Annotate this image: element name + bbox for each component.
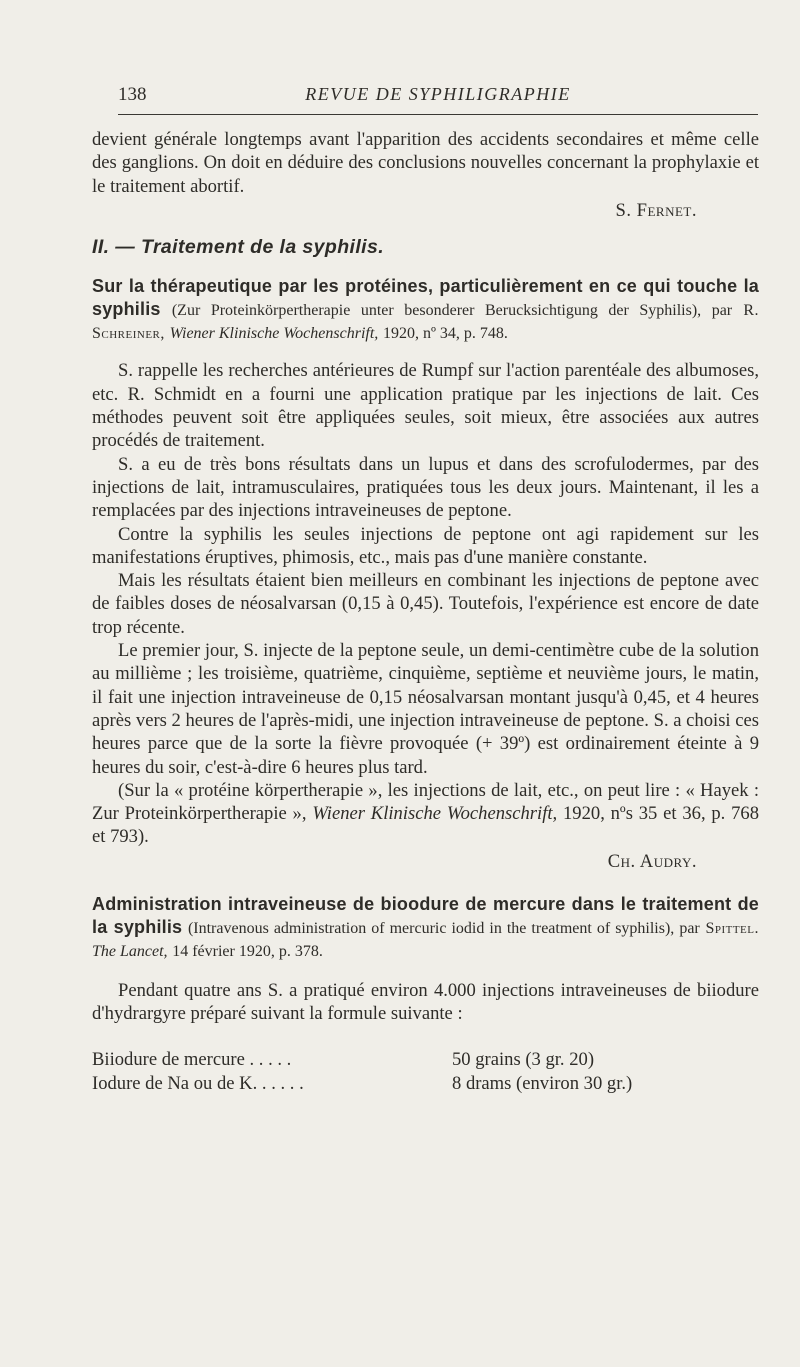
intro-signature: S. Fernet. bbox=[615, 199, 697, 221]
article1-last-plain: (Sur la « protéine körpertherapie », les injections de lait, etc., on peut lire : « Hayek : Zur Proteinkörpertherapie », bbox=[92, 779, 759, 825]
article2-ref-journal: The Lancet, bbox=[92, 943, 168, 961]
article1-signature: Ch. Audry. bbox=[607, 850, 697, 872]
running-header bbox=[118, 84, 758, 115]
formula-ingredient: Iodure de Na ou de K. bbox=[92, 1072, 258, 1094]
article2-title: Administration intraveineuse de bioodure de mercure dans le traitement de la syphilis bbox=[92, 894, 759, 938]
article1-ref-original: (Zur Proteinkörpertherapie unter besonderer Berucksichtigung der Syphilis), par bbox=[171, 302, 733, 320]
formula-quantity: 8 drams (environ 30 gr.) bbox=[452, 1072, 633, 1094]
article1-paragraph: Mais les résultats étaient bien meilleurs en combinant les injections de peptone avec de faibles doses de néosalvarsan (0,15 à 0,45). Toutefois, l'expérience est encore de date trop récente. bbox=[92, 570, 759, 638]
article1-last-journal: Wiener Klinische Wochenschrift, bbox=[312, 803, 558, 825]
article2-paragraph: Pendant quatre ans S. a pratiqué environ 4.000 injections intraveineuses de biiodure d'hydrargyre préparé suivant la formule suivante : bbox=[92, 980, 759, 1025]
article1-ref-details: 1920, nº 34, p. 748. bbox=[382, 325, 508, 343]
article2-ref-author: Spittel. bbox=[705, 920, 759, 938]
article2-ref-details: 14 février 1920, p. 378. bbox=[172, 943, 323, 961]
formula-leader: . . . . . bbox=[249, 1048, 292, 1070]
article1-last-paragraph bbox=[92, 779, 759, 849]
article1-heading bbox=[92, 275, 759, 345]
page-body bbox=[92, 128, 759, 1096]
article1-ref-journal: Wiener Klinische Wochenschrift, bbox=[169, 325, 379, 343]
formula-row bbox=[92, 1072, 632, 1096]
section-heading: II. — Traitement de la syphilis. bbox=[92, 236, 385, 259]
formula-ingredient: Biiodure de mercure bbox=[92, 1048, 245, 1070]
article2-heading bbox=[92, 893, 759, 963]
article1-title: Sur la thérapeutique par les protéines, particulièrement en ce qui touche la syphilis bbox=[92, 276, 759, 320]
journal-title: REVUE DE SYPHILIGRAPHIE bbox=[305, 84, 571, 104]
article1-paragraph: S. rappelle les recherches antérieures de Rumpf sur l'action parentéale des albumoses, etc. R. Schmidt en a fourni une application pratique par les injections de lait. Ces méthodes peuvent soit être appliquées seules, soit mieux, être associées aux autres procédés de traitement. bbox=[92, 360, 759, 452]
article1-paragraph: Contre la syphilis les seules injections de peptone ont agi rapidement sur les manifestations éruptives, phimosis, etc., mais pas d'une manière constante. bbox=[92, 523, 759, 568]
article1-ref-author: R. Schreiner, bbox=[92, 302, 760, 343]
article1-paragraph: S. a eu de très bons résultats dans un lupus et dans des scrofulodermes, par des injections de lait, intramusculaires, pratiquées tous les deux jours. Maintenant, il les a remplacées par des injections intraveineuses de peptone. bbox=[92, 453, 759, 522]
article1-last-tail: 1920, nºs 35 et 36, p. 768 et 793). bbox=[92, 803, 760, 848]
page-number: 138 bbox=[118, 84, 147, 105]
formula-leader: . . . . . bbox=[261, 1072, 304, 1094]
formula-row bbox=[92, 1048, 632, 1072]
intro-paragraph: devient générale longtemps avant l'apparition des accidents secondaires et même celle des ganglions. On doit en déduire des conclusions nouvelles concernant la prophylaxie et le traitement abortif. bbox=[92, 129, 759, 197]
article2-ref-original: (Intravenous administration of mercuric iodid in the treatment of syphilis), par bbox=[187, 920, 700, 938]
formula-table bbox=[92, 1048, 632, 1096]
formula-quantity: 50 grains (3 gr. 20) bbox=[452, 1048, 595, 1070]
article1-paragraph: Le premier jour, S. injecte de la peptone seule, un demi-centimètre cube de la solution au millième ; les troisième, quatrième, cinquième, septième et neuvième jours, le matin, il fait une injection intraveineuse de 0,15 néosalvarsan montant jusqu'à 0,45, et 4 heures après vers 2 heures de l'après-midi, une injection intraveineuse de peptone. S. a choisi ces heures parce que de la sorte la fièvre provoquée (+ 39º) est ordinairement éteinte à 9 heures du soir, c'est-à-dire 6 heures plus tard. bbox=[92, 640, 759, 778]
